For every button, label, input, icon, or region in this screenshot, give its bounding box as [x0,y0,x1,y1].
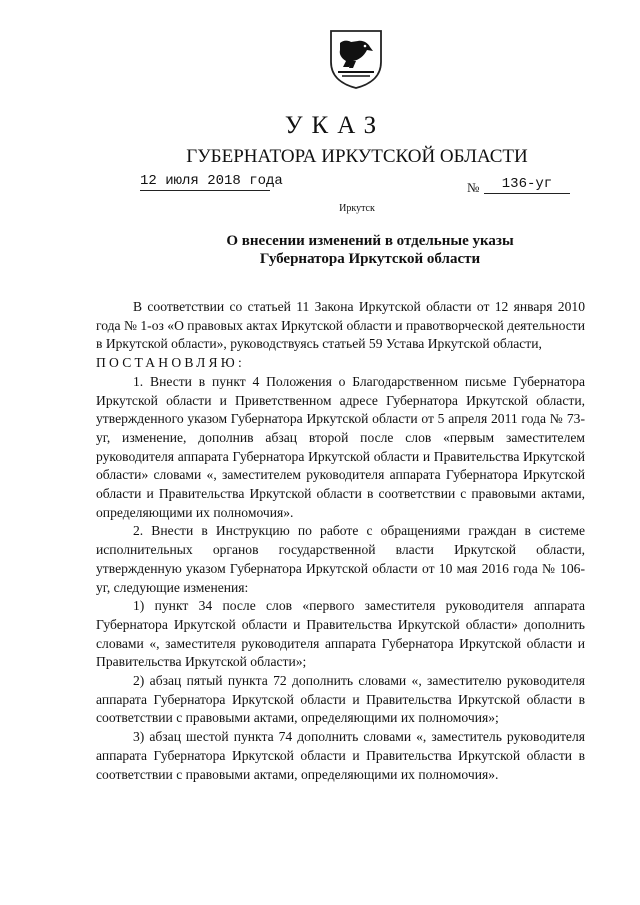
heading-line-2: Губернатора Иркутской области [259,251,481,267]
number-sign: № [467,180,480,195]
document-city: Иркутск [339,203,375,214]
document-heading [90,232,640,268]
preamble-paragraph: В соответствии со статьей 11 Закона Иркутской области от 12 января 2010 года № 1-оз «О правовых актах Иркутской области и правотворческой деятельности в Иркутской области», руководствуясь статьей 59 Устава Иркутской области, [96,299,585,352]
item-2-paragraph: 2. Внести в Инструкцию по работе с обращениями граждан в системе исполнительных органов государственной власти Иркутской области, утвержденную указом Губернатора Иркутской области от 10 мая 2016 года № 106-уг, следующие изменения: [96,523,585,595]
coat-of-arms-icon [328,28,384,90]
heading-line-1: О внесении изменений в отдельные указы [226,233,514,249]
document-body [96,298,585,784]
item-1-paragraph: 1. Внести в пункт 4 Положения о Благодарственном письме Губернатора Иркутской области и Приветственном адресе Губернатора Иркутской области, утвержденного указом Губернатора Иркутской области от 5 апреля 2011 года № 73-уг, изменение, дополнив абзац второй после слов «первым заместителем руководителя аппарата Губернатора Иркутской области и Правительства Иркутской области» словами «, заместителем руководителя аппарата Губернатора Иркутской области и Правительства Иркутской области в соответствии с правовыми актами, определяющими их полномочия». [96,373,585,520]
document-date: 12 июля 2018 года [140,173,283,189]
document-title: УКАЗ [284,112,386,139]
item-2-3-paragraph: 3) абзац шестой пункта 74 дополнить словами «, заместитель руководителя аппарата Губернатора Иркутской области и Правительства Иркутской области в соответствии с правовыми актами, определяющими их полномочия». [96,729,585,782]
decree-word: ПОСТАНОВЛЯЮ: [96,355,245,371]
item-2-2-paragraph: 2) абзац пятый пункта 72 дополнить словами «, заместителю руководителя аппарата Губернатора Иркутской области и Правительства Иркутской области в соответствии с правовыми актами, определяющими их полномочия»; [96,673,585,726]
document-number: 136-уг [484,176,570,194]
item-2-1-paragraph: 1) пункт 34 после слов «первого заместителя руководителя аппарата Губернатора Иркутской области и Правительства Иркутской области» дополнить словами «, заместителя руководителя аппарата Губернатора Иркутской области и Правительства Иркутской области»; [96,598,585,670]
document-subtitle: ГУБЕРНАТОРА ИРКУТСКОЙ ОБЛАСТИ [186,146,528,167]
